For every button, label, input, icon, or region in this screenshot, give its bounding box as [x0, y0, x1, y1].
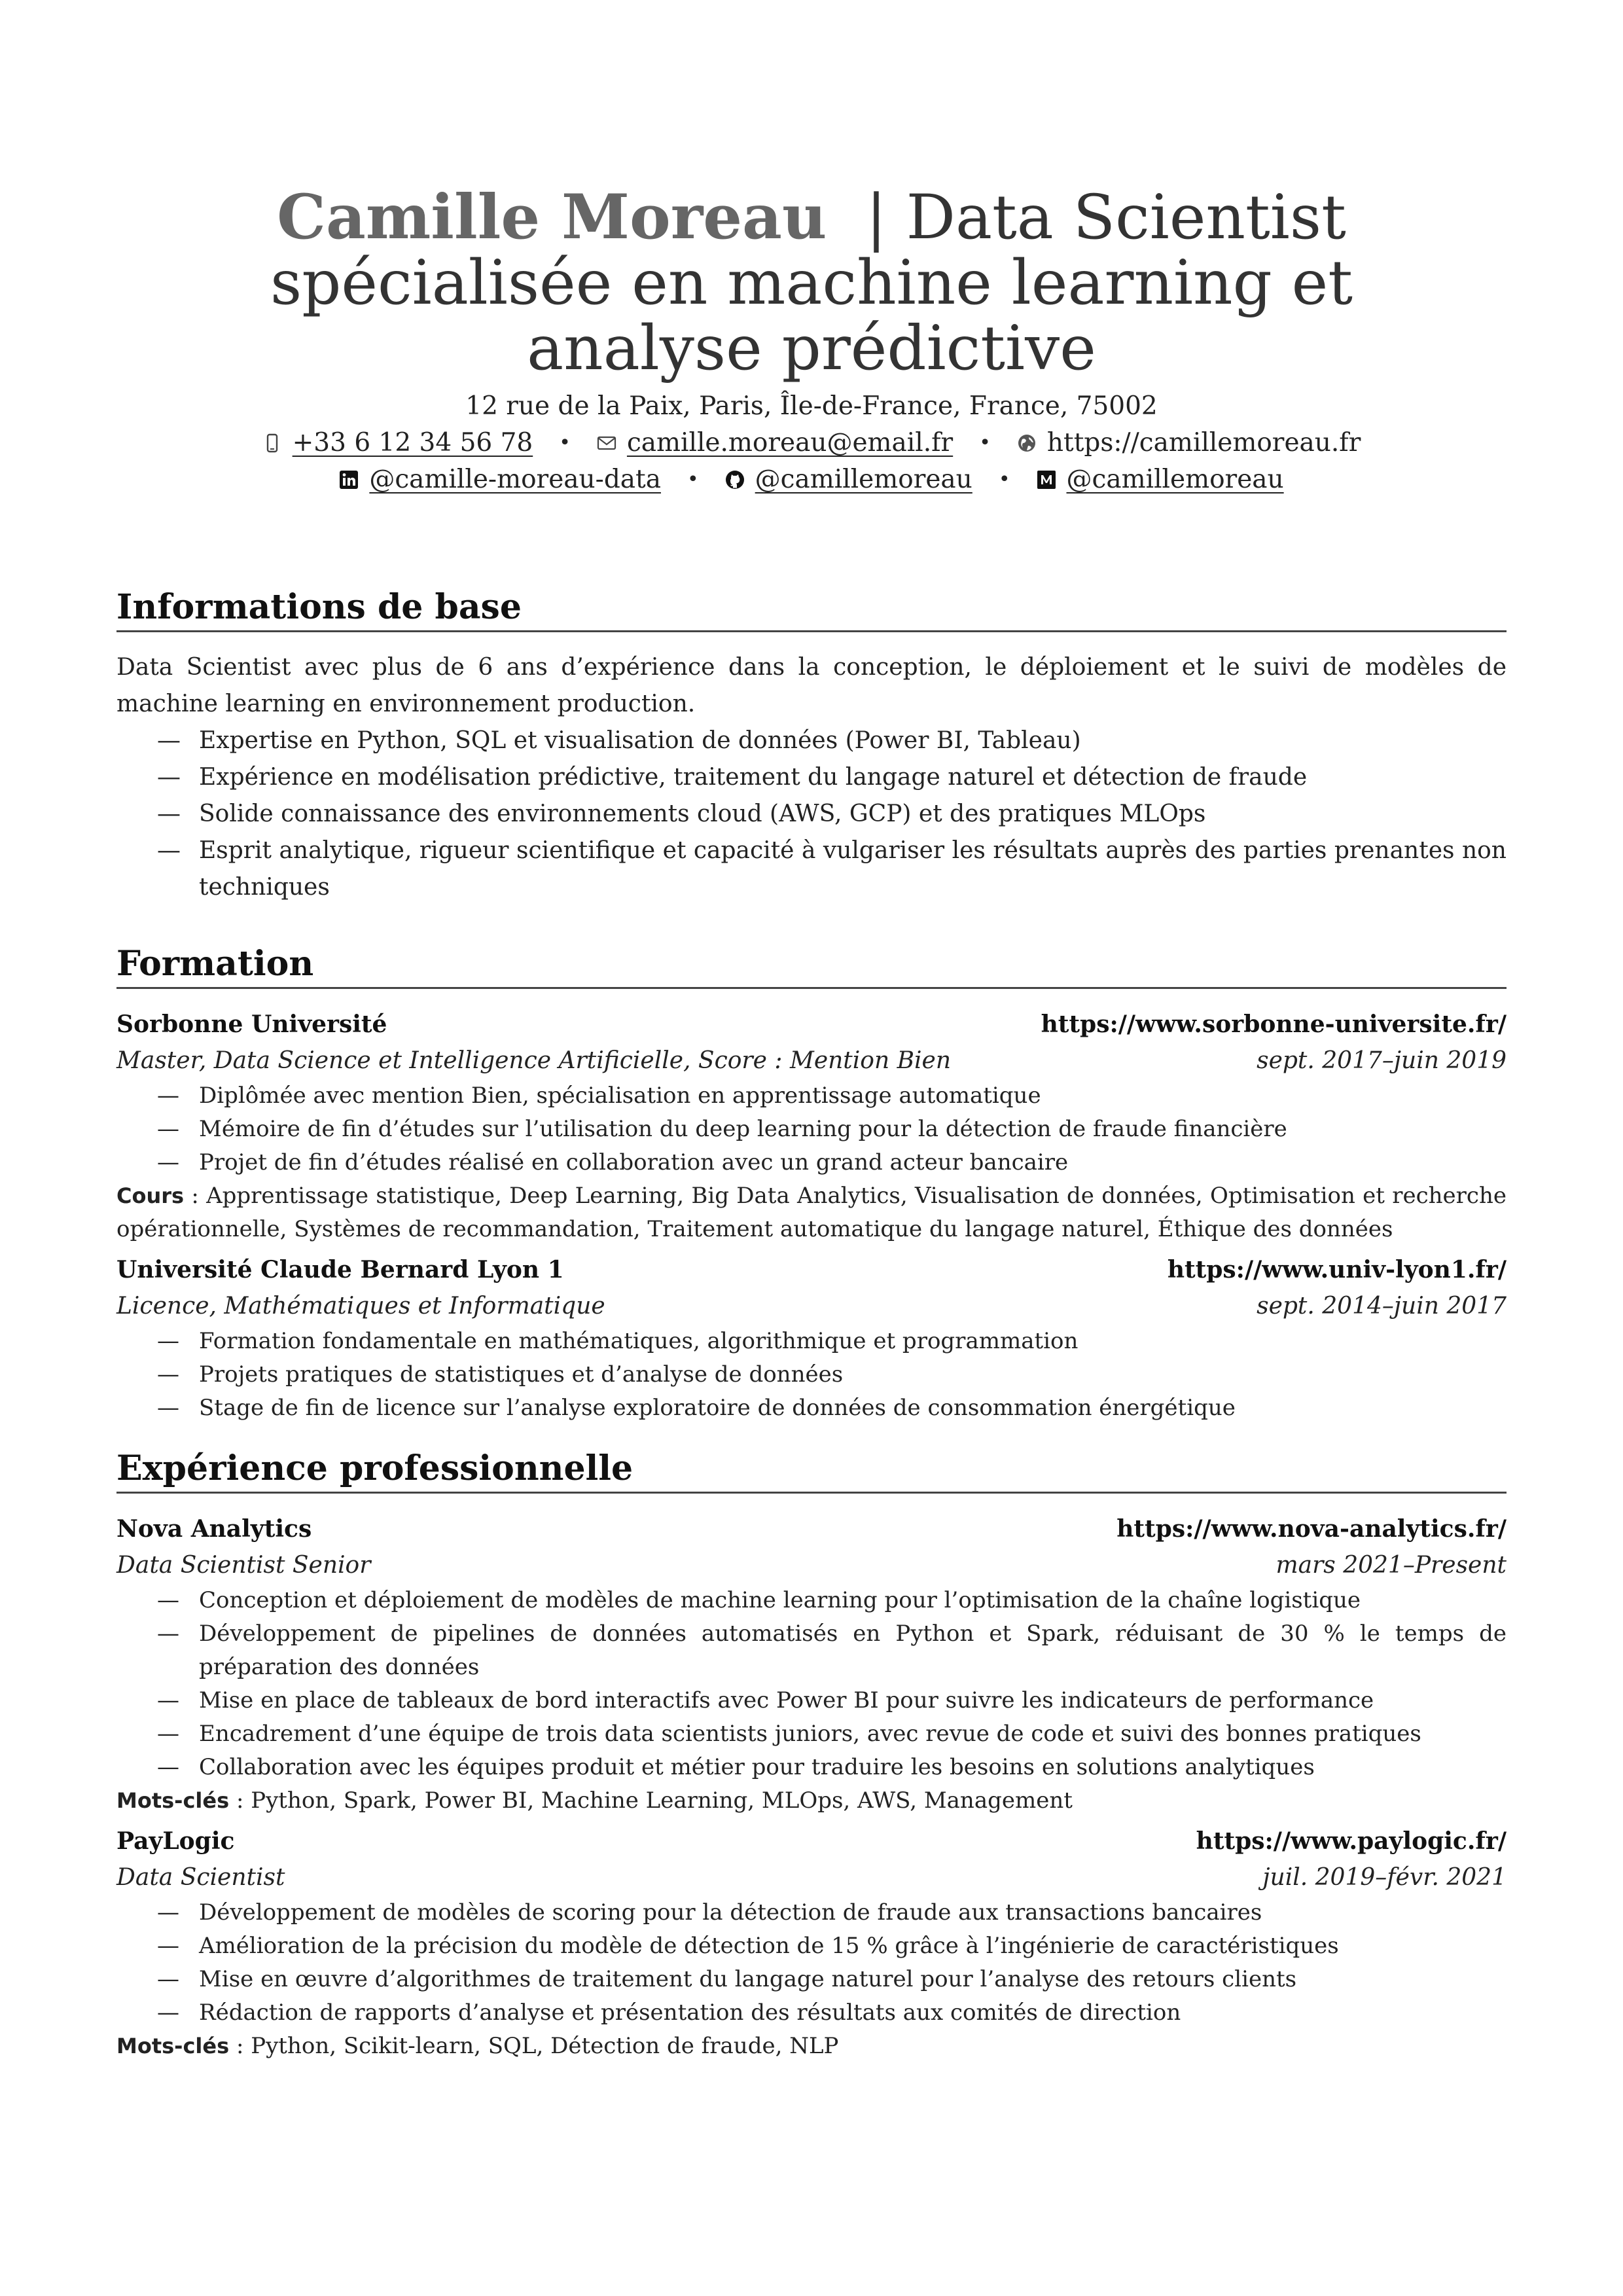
section-title-education: Formation [116, 944, 1507, 989]
github-icon [725, 470, 745, 490]
contact-separator: • [687, 468, 699, 491]
job-title-line2: spécialisée en machine learning et [270, 247, 1353, 319]
company-url[interactable]: https://www.nova-analytics.fr/ [1116, 1515, 1507, 1543]
contact-linkedin[interactable] [339, 461, 661, 498]
section-title-experience: Expérience professionnelle [116, 1448, 1507, 1494]
summary-list [116, 723, 1507, 906]
education-entry [116, 1251, 1507, 1425]
contact-github[interactable] [725, 461, 972, 498]
experience-detail-item: — Amélioration de la précision du modèle de détection de 15 % grâce à l’ingénierie de caractéristiques [157, 1929, 1507, 1963]
resume-title [116, 181, 1507, 384]
degree-dates: sept. 2014–juin 2017 [1257, 1293, 1507, 1319]
summary-item: — Esprit analytique, rigueur scientifique et capacité à vulgariser les résultats auprès des parties prenantes non techniques [157, 833, 1507, 906]
contact-separator: • [559, 431, 571, 454]
summary-text: Data Scientist avec plus de 6 ans d’expérience dans la conception, le déploiement et le suivi de modèles de machine learning en environnement production. [116, 654, 1507, 717]
contact-separator: • [998, 468, 1010, 491]
envelope-icon [597, 433, 616, 453]
contact-row-primary [116, 425, 1507, 461]
summary-item: — Solide connaissance des environnements cloud (AWS, GCP) et des pratiques MLOps [157, 796, 1507, 833]
linkedin-icon [339, 470, 359, 490]
education-detail-item: — Projet de fin d’études réalisé en collaboration avec un grand acteur bancaire [157, 1146, 1507, 1179]
courses-line: Cours : Apprentissage statistique, Deep Learning, Big Data Analytics, Visualisation de données, Optimisation et recherche opérationnelle, Systèmes de recommandation, Traitement automatique du langage naturel, Éthique des données [116, 1183, 1507, 1242]
title-separator: | [866, 182, 887, 253]
education-detail-item: — Mémoire de fin d’études sur l’utilisation du deep learning pour la détection de fraude financière [157, 1113, 1507, 1146]
experience-detail-item: — Mise en place de tableaux de bord interactifs avec Power BI pour suivre les indicateurs de performance [157, 1684, 1507, 1717]
email-link[interactable]: camille.moreau@email.fr [626, 428, 954, 457]
keywords-list: Python, Scikit-learn, SQL, Détection de fraude, NLP [251, 2033, 839, 2059]
resume-header [116, 0, 1507, 498]
contact-separator: • [979, 431, 991, 454]
job-role: Data Scientist Senior [116, 1552, 371, 1579]
keywords-label: Mots-clés [116, 2034, 230, 2058]
contact-website[interactable] [1017, 425, 1361, 461]
courses-label: Cours [116, 1183, 185, 1208]
job-role: Data Scientist [116, 1864, 285, 1891]
education-details [116, 1079, 1507, 1179]
courses-list: Apprentissage statistique, Deep Learning, Big Data Analytics, Visualisation de données, Optimisation et recherche opérationnelle, Systèmes de recommandation, Traitement automatique du langage naturel, Éthique des données [116, 1183, 1507, 1242]
keywords-list: Python, Spark, Power BI, Machine Learning, MLOps, AWS, Management [251, 1787, 1073, 1814]
experience-entry [116, 1823, 1507, 2063]
education-detail-item: — Diplômée avec mention Bien, spécialisation en apprentissage automatique [157, 1079, 1507, 1113]
globe-icon [1017, 433, 1037, 453]
education-entry [116, 1006, 1507, 1246]
summary-item: — Expertise en Python, SQL et visualisation de données (Power BI, Tableau) [157, 723, 1507, 759]
contact-medium[interactable] [1037, 461, 1284, 498]
medium-link[interactable]: @camillemoreau [1066, 465, 1284, 494]
summary-item: — Expérience en modélisation prédictive, traitement du langage naturel et détection de fraude [157, 759, 1507, 796]
section-summary [116, 587, 1507, 906]
institution-name: Université Claude Bernard Lyon 1 [116, 1256, 564, 1283]
experience-detail-item: — Encadrement d’une équipe de trois data scientists juniors, avec revue de code et suivi des bonnes pratiques [157, 1717, 1507, 1751]
github-link[interactable]: @camillemoreau [755, 465, 972, 494]
mobile-phone-icon [262, 433, 282, 453]
job-dates: mars 2021–Present [1275, 1552, 1507, 1579]
degree-title: Master, Data Science et Intelligence Artificielle, Score : Mention Bien [116, 1047, 952, 1074]
section-title-summary: Informations de base [116, 587, 1507, 632]
experience-detail-item: — Collaboration avec les équipes produit et métier pour traduire les besoins en solutions analytiques [157, 1751, 1507, 1784]
medium-icon [1037, 470, 1056, 490]
website-link[interactable]: https://camillemoreau.fr [1046, 428, 1361, 457]
phone-link[interactable]: +33 6 12 34 56 78 [292, 428, 533, 457]
degree-dates: sept. 2017–juin 2019 [1257, 1047, 1507, 1074]
section-experience [116, 1448, 1507, 2063]
job-title-line3: analyse prédictive [527, 313, 1096, 384]
experience-detail-item: — Développement de modèles de scoring pour la détection de fraude aux transactions bancaires [157, 1896, 1507, 1929]
experience-detail-item: — Développement de pipelines de données automatisés en Python et Spark, réduisant de 30 % le temps de préparation des données [157, 1617, 1507, 1684]
contact-row-social [116, 461, 1507, 498]
company-name: PayLogic [116, 1827, 235, 1855]
linkedin-link[interactable]: @camille-moreau-data [369, 465, 661, 494]
company-url[interactable]: https://www.paylogic.fr/ [1196, 1827, 1507, 1855]
section-education [116, 944, 1507, 1425]
experience-details [116, 1896, 1507, 2030]
contact-email[interactable] [597, 425, 953, 461]
institution-name: Sorbonne Université [116, 1011, 387, 1038]
experience-detail-item: — Rédaction de rapports d’analyse et présentation des résultats aux comités de direction [157, 1996, 1507, 2030]
keywords-line: Mots-clés : Python, Spark, Power BI, Machine Learning, MLOps, AWS, Management [116, 1787, 1073, 1814]
institution-url[interactable]: https://www.sorbonne-universite.fr/ [1041, 1011, 1507, 1038]
keywords-line: Mots-clés : Python, Scikit-learn, SQL, Détection de fraude, NLP [116, 2033, 839, 2059]
degree-title: Licence, Mathématiques et Informatique [116, 1293, 605, 1319]
education-detail-item: — Projets pratiques de statistiques et d’analyse de données [157, 1358, 1507, 1391]
education-detail-item: — Formation fondamentale en mathématiques, algorithmique et programmation [157, 1325, 1507, 1358]
job-dates: juil. 2019–févr. 2021 [1262, 1864, 1507, 1891]
job-title-line1: Data Scientist [906, 182, 1346, 253]
candidate-name: Camille Moreau [277, 181, 827, 253]
experience-entry [116, 1511, 1507, 1818]
postal-address: 12 rue de la Paix, Paris, Île-de-France, France, 75002 [465, 391, 1158, 421]
keywords-label: Mots-clés [116, 1788, 230, 1813]
experience-detail-item: — Mise en œuvre d’algorithmes de traitement du langage naturel pour l’analyse des retours clients [157, 1963, 1507, 1996]
education-detail-item: — Stage de fin de licence sur l’analyse exploratoire de données de consommation énergétique [157, 1391, 1507, 1425]
company-name: Nova Analytics [116, 1515, 312, 1543]
institution-url[interactable]: https://www.univ-lyon1.fr/ [1167, 1256, 1507, 1283]
experience-detail-item: — Conception et déploiement de modèles de machine learning pour l’optimisation de la chaîne logistique [157, 1584, 1507, 1617]
education-details [116, 1325, 1507, 1425]
contact-phone[interactable] [262, 425, 533, 461]
experience-details [116, 1584, 1507, 1784]
